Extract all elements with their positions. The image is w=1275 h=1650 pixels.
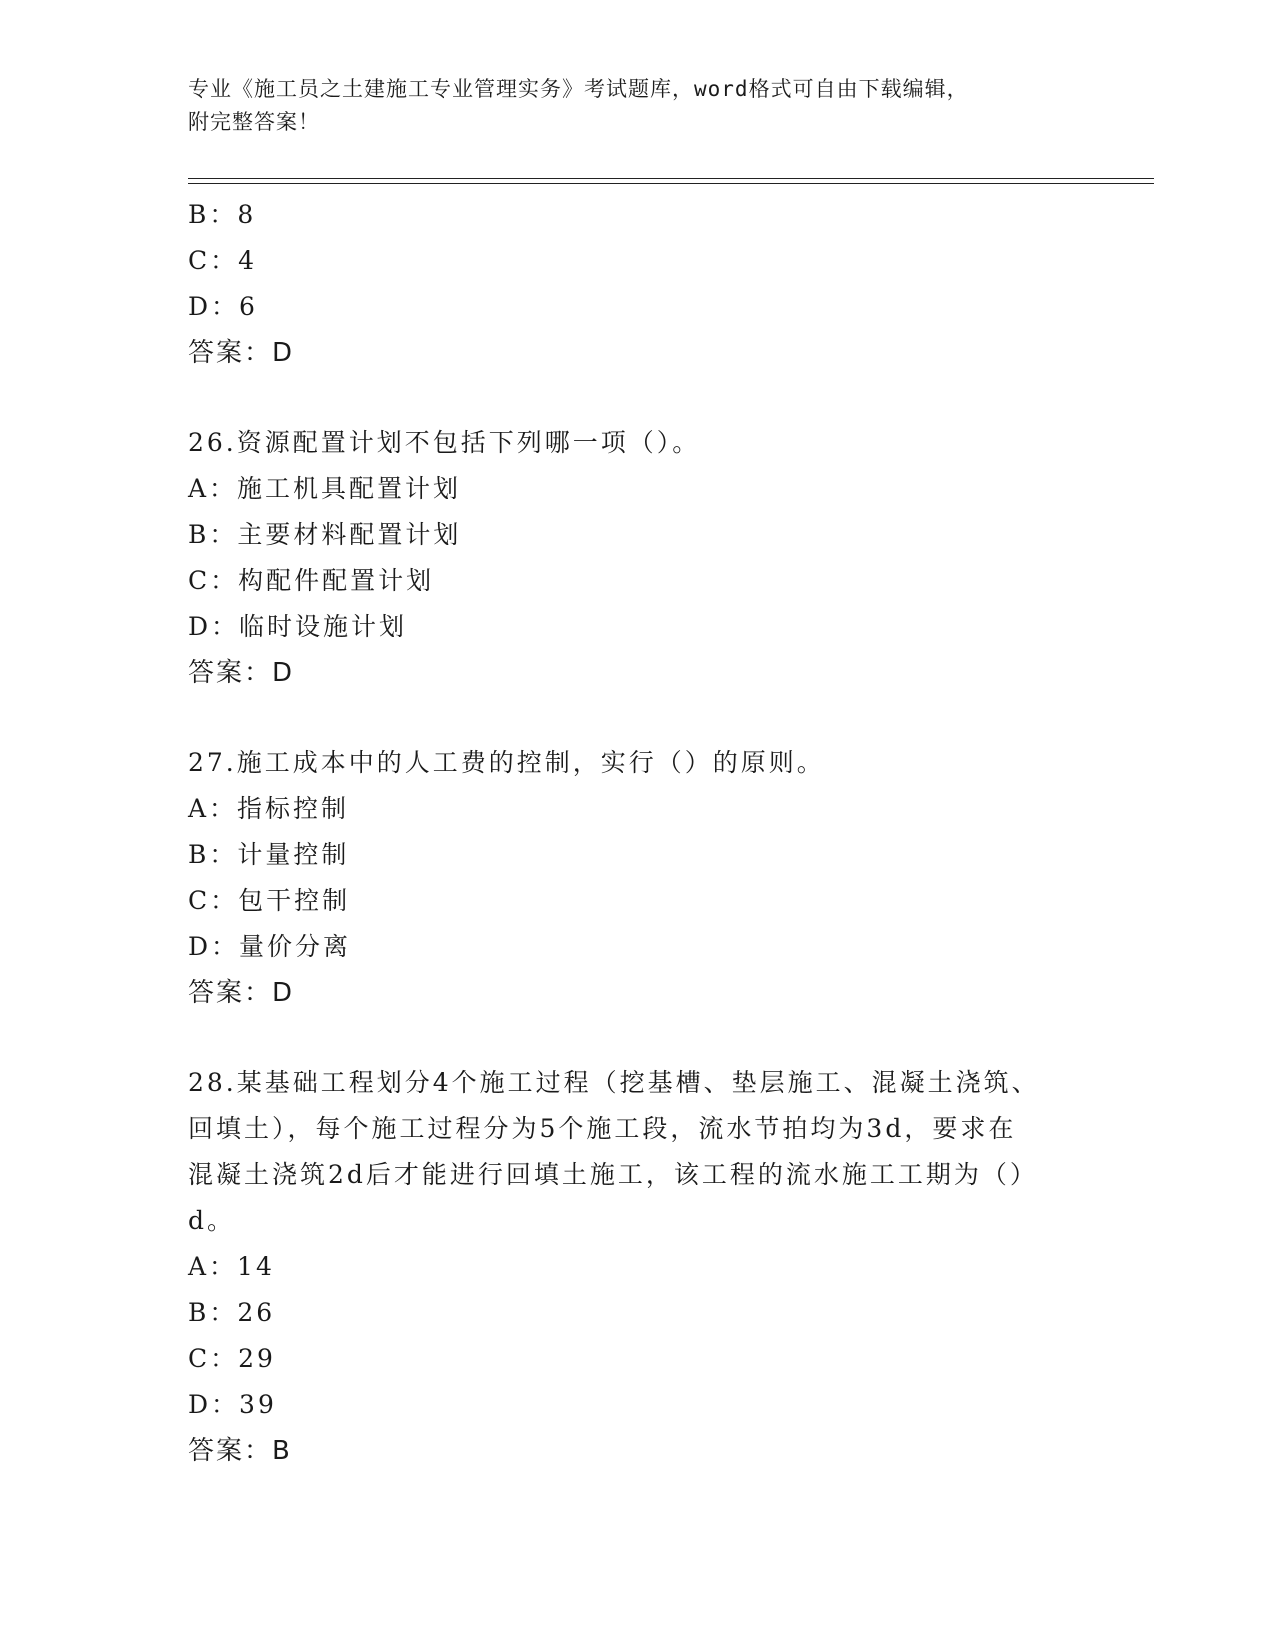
option-b: B：26 [188,1298,276,1327]
option-d: D：6 [188,292,258,321]
option-c: C：29 [188,1344,276,1373]
option-c: C：4 [188,246,258,275]
question-stem: 26.资源配置计划不包括下列哪一项（）。 [188,428,701,457]
option-a: A：指标控制 [188,794,350,823]
header-line-1: 专业《施工员之土建施工专业管理实务》考试题库，word格式可自由下载编辑， [188,77,969,101]
option-a: A：14 [188,1252,275,1281]
answer-line: 答案：B [188,1436,292,1466]
question-25-continued [188,192,1088,376]
question-stem-line-1: 28.某基础工程划分4个施工过程（挖基槽、垫层施工、混凝土浇筑、 [188,1068,1040,1097]
question-stem-line-3: 混凝土浇筑2d后才能进行回填土施工，该工程的流水施工工期为（） [188,1160,1038,1189]
option-b: B：计量控制 [188,840,350,869]
option-d: D：39 [188,1390,277,1419]
answer-line: 答案：D [188,978,295,1008]
option-b: B：主要材料配置计划 [188,520,462,549]
question-stem-line-2: 回填土），每个施工过程分为5个施工段，流水节拍均为3d，要求在 [188,1114,1017,1143]
question-stem: 27.施工成本中的人工费的控制，实行（）的原则。 [188,748,825,777]
option-d: D：量价分离 [188,932,352,961]
header-divider-bottom [188,183,1154,184]
option-a: A：施工机具配置计划 [188,474,462,503]
question-28 [188,1060,1088,1474]
option-c: C：包干控制 [188,886,351,915]
question-stem-line-4: d。 [188,1206,236,1235]
question-list [188,192,1088,1474]
document-header [188,73,1068,139]
header-line-2: 附完整答案！ [188,110,320,134]
option-d: D：临时设施计划 [188,612,408,641]
question-26 [188,420,1088,696]
header-divider-top [188,178,1154,179]
option-b: B：8 [188,200,257,229]
option-c: C：构配件配置计划 [188,566,435,595]
question-27 [188,740,1088,1016]
answer-line: 答案：D [188,658,295,688]
answer-line: 答案：D [188,338,295,368]
